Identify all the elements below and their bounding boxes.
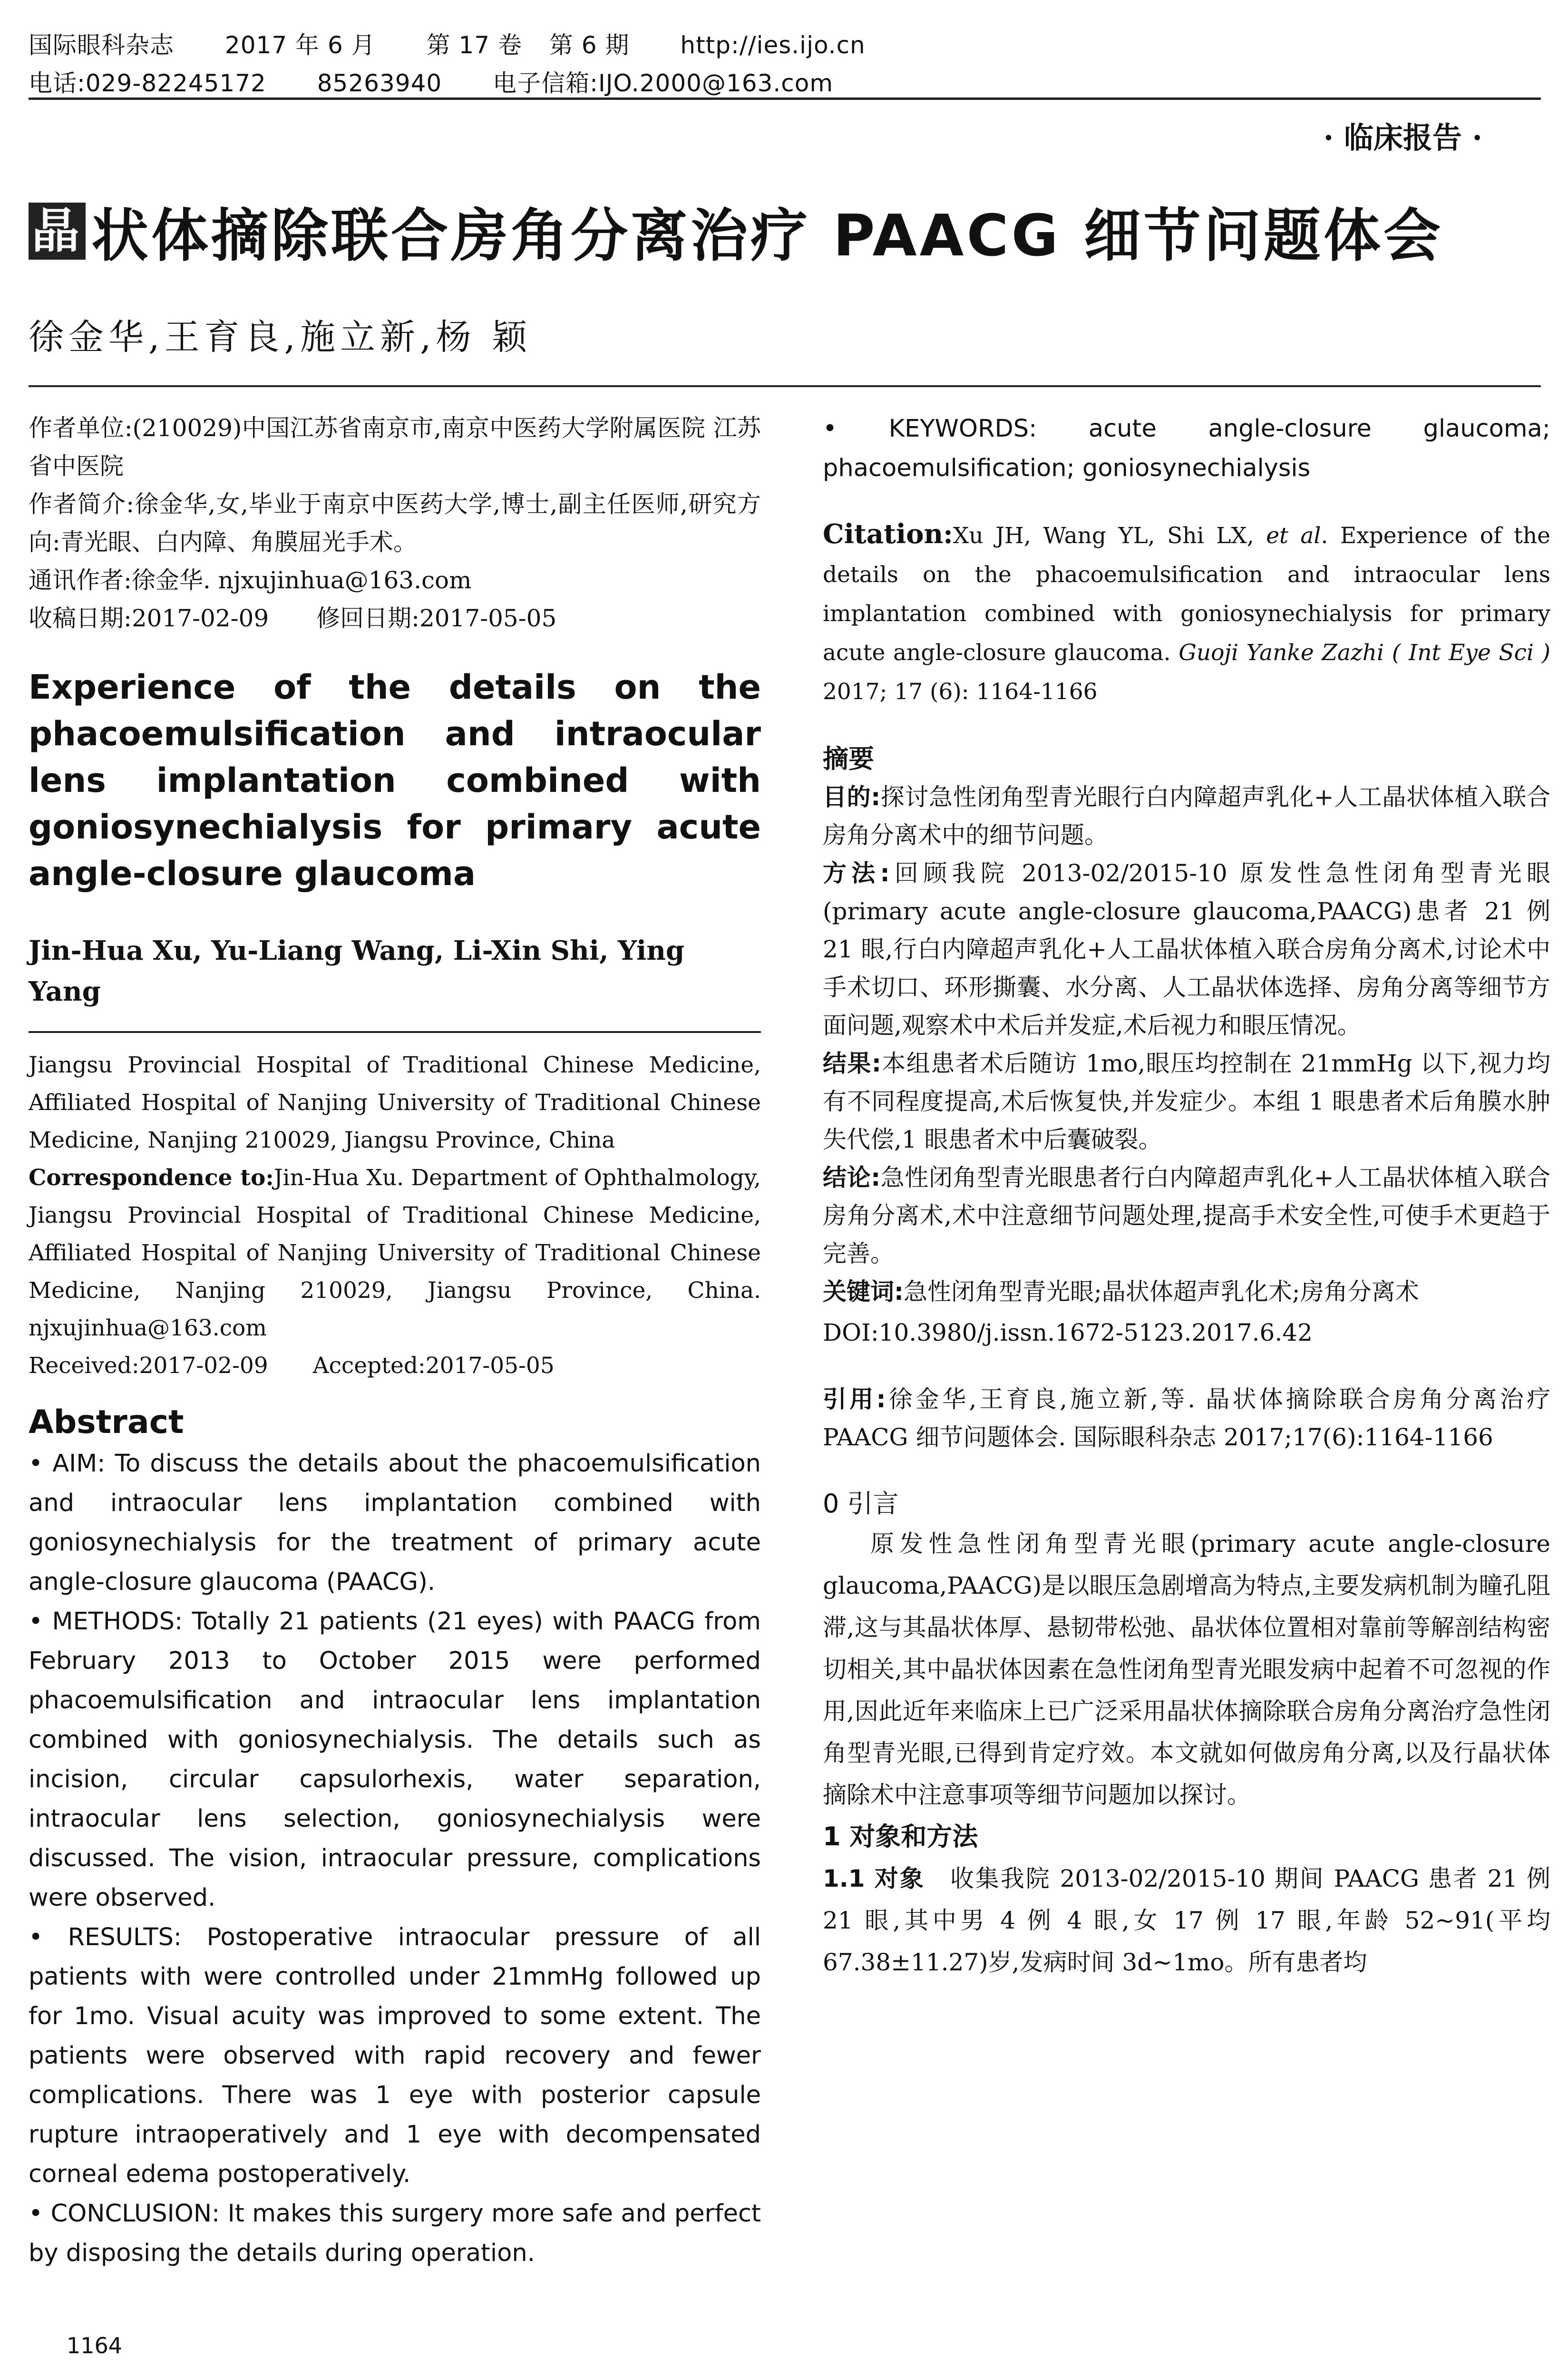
label-methods: 方法: [823, 859, 890, 887]
keywords-en: • KEYWORDS: acute angle-closure glaucoma; phacoemulsification; goniosynechialysis [823, 415, 1550, 482]
english-title: Experience of the details on the phacoemulsification and intraocular lens implantation combined with goniosynechialysis for primary acute angle-closure glaucoma [29, 668, 761, 893]
abstract-heading: Abstract [29, 1403, 184, 1441]
citation-authors: Xu JH, Wang YL, Shi LX, [953, 523, 1254, 549]
abstract-cn [823, 778, 1550, 1311]
citation-etal: et al [1266, 523, 1321, 549]
correspondence-label: Correspondence to: [29, 1165, 274, 1191]
doi[interactable]: DOI:10.3980/j.issn.1672-5123.2017.6.42 [823, 1319, 1313, 1346]
author-bio: 作者简介:徐金华,女,毕业于南京中医药大学,博士,副主任医师,研究方向:青光眼、白内障、角膜屈光手术。 [29, 490, 761, 556]
issue-date: 2017 年 6 月 [224, 31, 376, 59]
abstract-cn-conclusion [823, 1159, 1550, 1273]
abstract-results: • RESULTS: Postoperative intraocular pressure of all patients with were controlled under 21mmHg followed up for 1mo. Visual acuity was improved to some extent. The patients were observed with rapid recovery and fewer complications. There was 1 eye with posterior capsule rupture intraoperatively and 1 eye with decompensated corneal edema postoperatively. [29, 1923, 761, 2188]
abstract-cn-aim [823, 778, 1550, 854]
abstract-conclusion: • CONCLUSION: It makes this surgery more safe and perfect by disposing the details during operation. [29, 2200, 761, 2267]
citation-tail: 2017; 17 (6): 1164-1166 [823, 679, 1098, 705]
correspondence-text: Jin-Hua Xu. Department of Ophthalmology, Jiangsu Provincial Hospital of Traditional Chinese Medicine, Affiliated Hospital of Nanjing University of Traditional Chinese Medicine, Nanjing 210029, Jiangsu Province, China. njxujinhua@163.com [29, 1165, 761, 1341]
received-accepted: Received:2017-02-09 Accepted:2017-05-05 [29, 1353, 555, 1379]
left-column [29, 409, 761, 2273]
article-title [29, 190, 1443, 272]
right-column [823, 409, 1550, 1983]
label-keywords: 关键词: [823, 1278, 904, 1305]
abstract-methods: • METHODS: Totally 21 patients (21 eyes) with PAACG from February 2013 to October 2015 were performed phacoemulsification and intraocular lens implantation combined with goniosynechialysis. The details such as incision, circular capsulorhexis, water separation, intraocular lens selection, goniosynechialysis were discussed. The vision, intraocular pressure, complications were observed. [29, 1607, 761, 1912]
subjects-paragraph [823, 1858, 1550, 1983]
citation-journal-abbr: ( Int Eye Sci ) [1392, 640, 1550, 666]
page-number: 1164 [67, 2333, 123, 2358]
title-dropcap: 晶 [29, 203, 86, 260]
abstract-aim: • AIM: To discuss the details about the phacoemulsification and intraocular lens implantation combined with goniosynechialysis for the treatment of primary acute angle-closure glaucoma (PAACG). [29, 1450, 761, 1596]
abstract-cn-methods [823, 854, 1550, 1044]
header-rule [29, 97, 1541, 100]
abstract-en [29, 1444, 761, 2273]
subjects-label: 1.1 对象 [823, 1865, 925, 1892]
citation-journal: Guoji Yanke Zazhi [1178, 640, 1384, 666]
authors-cn: 徐金华,王育良,施立新,杨 颖 [29, 317, 532, 358]
issue: 第 6 期 [549, 31, 630, 59]
author-info [29, 409, 761, 637]
label-results: 结果: [823, 1050, 881, 1077]
citation-label: Citation: [823, 518, 953, 550]
intro-paragraph: 原发性急性闭角型青光眼(primary acute angle-closure glaucoma,PAACG)是以眼压急剧增高为特点,主要发病机制为瞳孔阻滞,这与其晶状体厚、悬韧带松弛、晶状体位置相对靠前等解剖结构密切相关,其中晶状体因素在急性闭角型青光眼发病中起着不可忽视的作用,因此近年来临床上已广泛采用晶状体摘除联合房角分离治疗急性闭角型青光眼,已得到肯定疗效。本文就如何做房角分离,以及行晶状体摘除术中注意事项等细节问题加以探讨。 [823, 1530, 1550, 1809]
ref-label: 引用: [823, 1385, 886, 1413]
author-unit: 作者单位:(210029)中国江苏省南京市,南京中医药大学附属医院 江苏省中医院 [29, 414, 761, 480]
phone: 电话:029-82245172 [29, 69, 266, 97]
abstract-cn-keywords [823, 1273, 1550, 1311]
abstract-cn-heading: 摘要 [823, 744, 874, 774]
methods-heading: 1 对象和方法 [823, 1822, 978, 1851]
phone-2: 85263940 [317, 69, 442, 97]
journal-header-line-2 [29, 64, 876, 98]
journal-header-line-1 [29, 26, 908, 60]
label-aim: 目的: [823, 783, 881, 811]
citation-title: . Experience of the details on the phacoemulsification and intraocular lens implantation combined with goniosynechialysis for primary acute angle-closure glaucoma. [823, 523, 1550, 666]
label-conclusion: 结论: [823, 1164, 881, 1191]
journal-url[interactable]: http://ies.ijo.cn [680, 31, 866, 59]
text-results: 本组患者术后随访 1mo,眼压均控制在 21mmHg 以下,视力均有不同程度提高,术后恢复快,并发症少。本组 1 眼患者术后角膜水肿失代偿,1 眼患者术中后囊破裂。 [823, 1050, 1550, 1153]
text-aim: 探讨急性闭角型青光眼行白内障超声乳化+人工晶状体植入联合房角分离术中的细节问题。 [823, 783, 1550, 849]
intro-heading: 0 引言 [823, 1489, 899, 1519]
affiliation-text: Jiangsu Provincial Hospital of Traditional Chinese Medicine, Affiliated Hospital of Nanjing University of Traditional Chinese Medicine, Nanjing 210029, Jiangsu Province, China [29, 1052, 761, 1153]
english-authors: Jin-Hua Xu, Yu-Liang Wang, Li-Xin Shi, Ying Yang [29, 935, 685, 1007]
affiliation [29, 1046, 761, 1384]
reference-cn [823, 1380, 1550, 1456]
title-rule [29, 385, 1541, 387]
section-tag: · 临床报告 · [1323, 120, 1482, 155]
affiliation-rule [29, 1031, 761, 1033]
title-text: 状体摘除联合房角分离治疗 PAACG 细节问题体会 [91, 203, 1443, 269]
text-conclusion: 急性闭角型青光眼患者行白内障超声乳化+人工晶状体植入联合房角分离术,术中注意细节问题处理,提高手术安全性,可使手术更趋于完善。 [823, 1164, 1550, 1267]
journal-name: 国际眼科杂志 [29, 31, 174, 59]
volume: 第 17 卷 [426, 31, 522, 59]
citation [823, 515, 1550, 711]
text-keywords: 急性闭角型青光眼;晶状体超声乳化术;房角分离术 [904, 1278, 1419, 1305]
abstract-cn-results [823, 1044, 1550, 1159]
dates-cn: 收稿日期:2017-02-09 修回日期:2017-05-05 [29, 604, 557, 632]
ref-text: 徐金华,王育良,施立新,等. 晶状体摘除联合房角分离治疗 PAACG 细节问题体会. 国际眼科杂志 2017;17(6):1164-1166 [823, 1385, 1551, 1451]
email[interactable]: 电子信箱:IJO.2000@163.com [493, 69, 834, 97]
subjects-text: 收集我院 2013-02/2015-10 期间 PAACG 患者 21 例 21 眼,其中男 4 例 4 眼,女 17 例 17 眼,年龄 52~91(平均 67.38±11.27)岁,发病时间 3d~1mo。所有患者均 [823, 1865, 1551, 1976]
corresponding-author: 通讯作者:徐金华. njxujinhua@163.com [29, 566, 472, 594]
text-methods: 回顾我院 2013-02/2015-10 原发性急性闭角型青光眼(primary acute angle-closure glaucoma,PAACG)患者 21 例 21 眼,行白内障超声乳化+人工晶状体植入联合房角分离术,讨论术中手术切口、环形撕囊、水分离、人工晶状体选择、房角分离等细节方面问题,观察术中术后并发症,术后视力和眼压情况。 [823, 859, 1550, 1039]
correspondence [29, 1159, 761, 1347]
